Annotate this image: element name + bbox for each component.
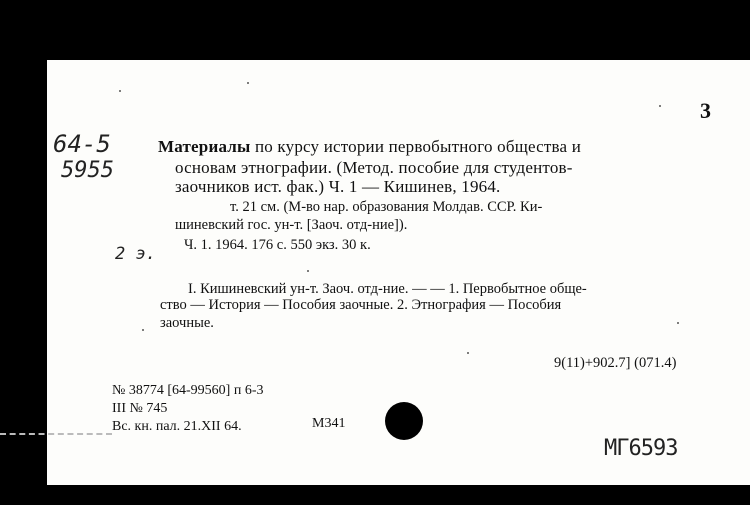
- scan-speck: [307, 270, 309, 272]
- title-line-1: [158, 138, 581, 155]
- pub-line-1: т. 21 см. (М-во нар. образования Молдав. ССР. Ки-: [230, 199, 543, 215]
- title-line-3: заочников ист. фак.) Ч. 1 — Кишинев, 1964.: [175, 177, 501, 196]
- volume-line: Ч. 1. 1964. 176 с. 550 экз. 30 к.: [184, 237, 371, 253]
- registration-line-2: III № 745: [112, 401, 168, 416]
- card-number: 3: [700, 98, 712, 123]
- punch-hole: [385, 402, 423, 440]
- subject-line-1: I. Кишиневский ун-т. Заоч. отд-ние. — — 1. Первобытное обще-: [188, 281, 587, 297]
- scan-speck: [467, 352, 469, 354]
- title-line-2: основам этнографии. (Метод. пособие для студентов-: [175, 158, 573, 177]
- registration-line-3: Вс. кн. пал. 21.XII 64.: [112, 419, 242, 434]
- cut-line: [0, 433, 112, 435]
- title-bold: Материалы: [158, 137, 251, 156]
- scan-speck: [677, 322, 679, 324]
- title-rest: по курсу истории первобытного общества и: [250, 137, 582, 156]
- scan-speck: [119, 90, 121, 92]
- classification: 9(11)+902.7] (071.4): [554, 355, 677, 371]
- print-code: M341: [312, 416, 346, 431]
- hand-note: 2 э.: [115, 244, 156, 264]
- call-number-1: 64-5: [53, 130, 111, 158]
- scan-speck: [659, 105, 661, 107]
- subject-line-3: заочные.: [160, 315, 214, 331]
- registration-line-1: № 38774 [64-99560] п 6-3: [112, 383, 264, 398]
- pub-line-2: шиневский гос. ун-т. [Заоч. отд-ние]).: [175, 217, 408, 233]
- subject-line-2: ство — История — Пособия заочные. 2. Этнография — Пособия: [160, 297, 562, 313]
- call-number-2: 5955: [61, 158, 114, 183]
- scan-speck: [247, 82, 249, 84]
- catalog-card: [47, 60, 750, 485]
- scan-speck: [142, 329, 144, 331]
- inventory-stamp: МГ6593: [604, 436, 678, 461]
